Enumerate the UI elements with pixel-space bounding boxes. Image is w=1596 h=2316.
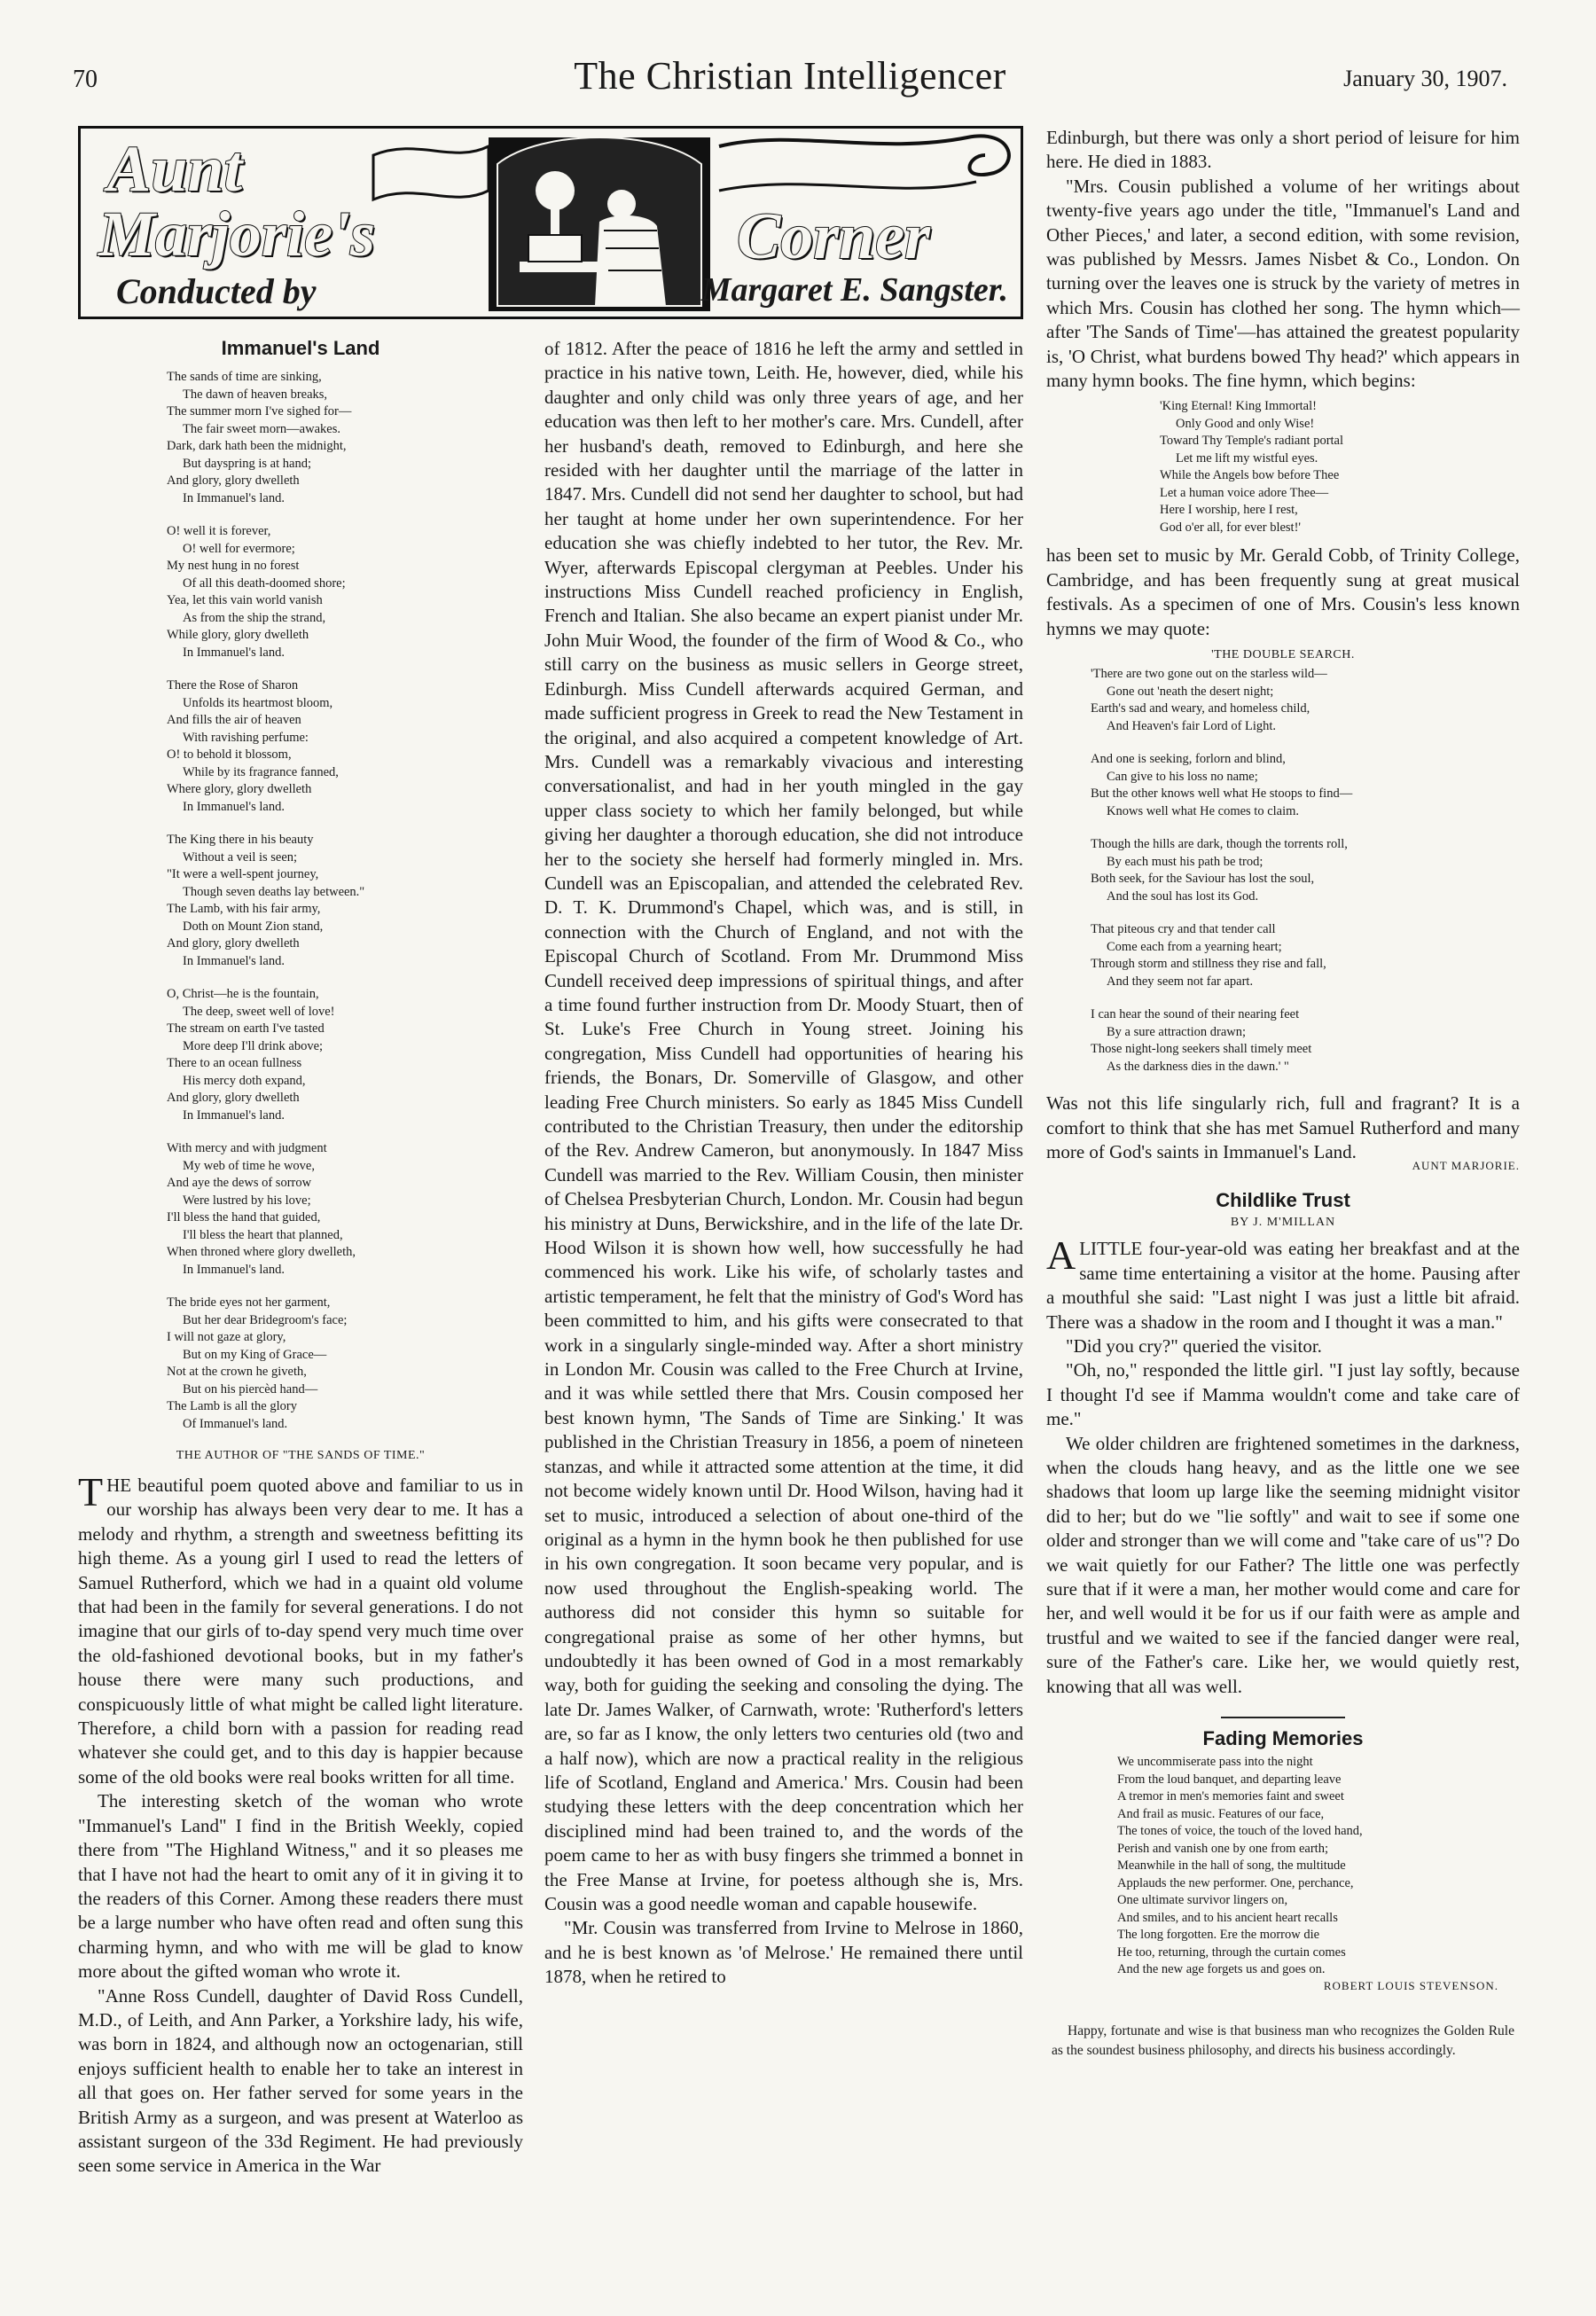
article-body-col3 [1046,126,1520,393]
hymn-line: And Heaven's fair Lord of Light. [1107,718,1277,733]
poem-line: The Lamb is all the glory [167,1399,297,1413]
page-number: 70 [73,66,98,93]
poem-line: The King there in his beauty [167,833,314,847]
hymn-line: And one is seeking, forlorn and blind, [1091,752,1286,767]
poem-line: And the new age forgets us and goes on. [1117,1962,1326,1977]
poem-line: He too, returning, through the curtain comes [1117,1944,1346,1960]
childlike-trust-body [1046,1232,1520,1699]
poem-stanza [167,369,523,507]
poem-line: O! well it is forever, [167,524,271,538]
poem-line: While glory, glory dwelleth [167,628,309,642]
column-1 [78,337,523,2179]
poem-line: And glory, glory dwelleth [167,936,300,951]
childlike-trust-byline: BY J. M'MILLAN [1230,1216,1336,1230]
poem-line: Were lustred by his love; [183,1193,311,1208]
article-paragraph: ALITTLE four-year-old was eating her breakfast and at the same time entertaining a visitor at the home. Pausing after a mouthful she said: "Last night I was just a little bit afraid. There was a shadow in the room and I thought it was a man." [1046,1232,1520,1333]
poem-line: Applauds the new performer. One, perchance, [1117,1875,1354,1890]
hymn-line: By each must his path be trod; [1107,854,1264,869]
hymn-line: By a sure attraction drawn; [1107,1024,1247,1039]
hymn-line: While the Angels bow before Thee [1160,468,1340,483]
hymn-line: Earth's sad and weary, and homeless child, [1091,701,1310,716]
poem-line: And smiles, and to his ancient heart recalls [1117,1910,1338,1925]
hymn-stanza [1091,836,1520,905]
fading-memories-title: Fading Memories [1202,1727,1364,1750]
column-3 [1046,126,1520,2061]
poem-line: Doth on Mount Zion stand, [183,919,324,934]
hymn-double-search [1046,666,1520,1076]
hymn-line: Let a human voice adore Thee— [1160,485,1329,500]
hymn-line: That piteous cry and that tender call [1091,922,1276,937]
poem-caption: THE AUTHOR OF "THE SANDS OF TIME." [176,1449,426,1462]
poem-line: His mercy doth expand, [183,1073,306,1088]
poem-line: And aye the dews of sorrow [167,1176,312,1190]
article-paragraph: "Mr. Cousin was transferred from Irvine to Melrose in 1860, and he is best known as 'of Melrose.' He remained there until 1878, when he retired to [544,1917,1023,1988]
poem-line: The Lamb, with his fair army, [167,902,321,916]
hymn-line: As the darkness dies in the dawn.' " [1107,1059,1289,1074]
poem-line: Perish and vanish one by one from earth; [1117,1841,1328,1856]
poem-line: Of all this death-doomed shore; [183,575,346,591]
hymn-line: Only Good and only Wise! [1176,416,1315,431]
hymn-line: Toward Thy Temple's radiant portal [1160,434,1344,449]
poem-line: The fair sweet morn—awakes. [183,421,340,436]
poem-line: In Immanuel's land. [183,490,285,505]
hymn-line: Knows well what He comes to claim. [1107,803,1300,818]
poem-line: The long forgotten. Ere the morrow die [1117,1928,1320,1943]
column-banner [78,126,1023,319]
article-paragraph: Was not this life singularly rich, full and fragrant? It is a comfort to think that she has met Samuel Rutherford and many more of God's saints in Immanuel's Land. [1046,1092,1520,1162]
hymn-line: God o'er all, for ever blest!' [1160,520,1302,535]
hymn-line: Come each from a yearning heart; [1107,939,1282,954]
poem-line: "It were a well-spent journey, [167,867,319,881]
poem-line: And fills the air of heaven [167,713,301,727]
article-paragraph: "Did you cry?" queried the visitor. [1066,1334,1322,1357]
hymn-line: Gone out 'neath the desert night; [1107,684,1274,699]
issue-date: January 30, 1907. [1343,66,1507,91]
article-body-col3b [1046,544,1520,641]
closing-note: Happy, fortunate and wise is that business man who recognizes the Golden Rule as the soundest business philosophy, and directs his business accordingly. [1052,2023,1514,2058]
hymn-line: But the other knows well what He stoops to find— [1091,786,1353,802]
poem-line: I will not gaze at glory, [167,1330,286,1344]
publication-title: The Christian Intelligencer [574,54,1006,98]
article-paragraph: THE beautiful poem quoted above and familiar to us in our worship has always been very dear to me. It has a melody and rhythm, a strength and sweetness befitting its high theme. As a young girl I used to read the letters of Samuel Rutherford, which we had in a quaint old volume that had been in the family for several generations. I do not imagine that our girls of to-day spend very much time over the old-fashioned devotional books, but in my father's house there were many such productions, and conspicuously little of what might be called light literature. Therefore, a child born with a passion for reading read whatever she could get, and to this day is happier because some of the old books were real books written for all time. [78,1469,523,1788]
poem-stanza [167,677,523,816]
hymn-stanza [1091,921,1520,990]
masthead [73,53,1507,106]
poem-line: The tones of voice, the touch of the loved hand, [1117,1824,1363,1839]
poem-stanza [167,986,523,1124]
poem-line: Unfolds its heartmost bloom, [183,695,333,710]
banner-word-aunt: Aunt [107,133,243,206]
poem-line: And glory, glory dwelleth [167,473,300,488]
poem-line: But dayspring is at hand; [183,456,311,471]
childlike-trust-title: Childlike Trust [1216,1189,1350,1212]
poem-line: My web of time he wove, [183,1158,315,1173]
poem-line: I'll bless the heart that planned, [183,1227,343,1242]
hymn-line: I can hear the sound of their nearing feet [1091,1007,1300,1022]
poem-line: Where glory, glory dwelleth [167,782,312,796]
poem-immanuels-land [78,369,523,1433]
article-paragraph: has been set to music by Mr. Gerald Cobb, of Trinity College, Cambridge, and has been frequently sung at great musical festivals. As a specimen of one of Mrs. Cousin's less known hymns we may quote: [1046,544,1520,639]
poem-line: And glory, glory dwelleth [167,1091,300,1105]
article-paragraph: We older children are frightened sometimes in the darkness, when the clouds hang heavy, and as the little one we see shadows that loom up large like the seeming midnight visitor did to her; but do we "lie softly" and wait to see if some one older and stronger than we will come and "take care of us"? Do we wait quietly for our Father? The little one was perfectly sure that if it were a man, her mother would come and care for her, and well would it be for us if our faith were as ample and trustful and we waited to see if the fancied danger were real, sure of the Father's care. Like her, we would quietly rest, knowing that all was well. [1046,1432,1520,1697]
poem-line: In Immanuel's land. [183,1107,285,1123]
poem-line: More deep I'll drink above; [183,1038,324,1053]
poem-line: With ravishing perfume: [183,730,309,745]
hymn-line: Let me lift my wistful eyes. [1176,450,1318,466]
hymn-line: Can give to his loss no name; [1107,769,1258,784]
poem-line: Though seven deaths lay between." [183,884,365,899]
section-divider [1221,1717,1345,1718]
poem-line: The bride eyes not her garment, [167,1295,331,1310]
banner-conducted-by: Conducted by [116,271,317,311]
article-paragraph: "Mrs. Cousin published a volume of her writings about twenty-five years ago under the title, "Immanuel's Land and Other Pieces,' and later, a second edition, with some revision, was published by Messrs. James Nisbet & Co., London. On turning over the leaves one is struck by the variety of metres in which Mrs. Cousin has clothed her song. The hymn which—after 'The Sands of Time'—has attained the greatest popularity is, 'O Christ, what burdens bowed Thy head?' which appears in many hymn books. The fine hymn, which begins: [1046,175,1520,392]
poem-line: Not at the crown he giveth, [167,1365,307,1379]
poem-stanza [167,1140,523,1279]
poem-stanza [167,832,523,970]
hymn-stanza [1091,1006,1520,1076]
poem-line: In Immanuel's land. [183,645,285,660]
poem-line: O, Christ—he is the fountain, [167,987,319,1001]
poem-line: One ultimate survivor lingers on, [1117,1893,1288,1908]
drop-cap: T [78,1469,104,1514]
poem-line: In Immanuel's land. [183,953,285,968]
poem-line: The sands of time are sinking, [167,370,322,384]
poem-stanza [167,523,523,661]
banner-editor-name: Margaret E. Sangster. [700,271,1008,309]
article-paragraph: The interesting sketch of the woman who wrote "Immanuel's Land" I find in the British Weekly, copied there from "The Highland Witness," and it so pleases me that I have not had the heart to omit any of it in giving it to the readers of this Corner. Among these readers there must be a large number who have often read and often sung this charming hymn, and who with me will be glad to know more about the gifted woman who wrote it. [78,1790,523,1983]
hymn-stanza [1091,751,1520,820]
article-paragraph: of 1812. After the peace of 1816 he left the army and settled in practice in his native town, Leith. He, however, died, while his daughter and only child was only three years of age, and her education was then left to her mother's care. Mrs. Cundell, after her husband's death, removed to Edinburgh, and here she resided with her daughter until the marriage of the latter in 1847. Mrs. Cundell did not send her daughter to school, but had her taught at home under her own superintendence. For her education she was chiefly indebted to her tutor, the Rev. Mr. Wyer, afterwards Episcopal clergyman at Peebles. Under his instructions Miss Cundell reached proficiency in English, French and Italian. She also became an expert pianist under Mr. John Muir Wood, the founder of the firm of Wood & Co., who still carry on the business as music sellers in George street, Edinburgh. Miss Cundell afterwards acquired German, and made sufficient progress in Greek to read the New Testament in the original, and also acquired a competent knowledge of Art. Mrs. Cundell was a remarkably vivacious and interesting conversationalist, and had in her youth mingled in the gay upper class society to which her family belonged, but while giving her daughter a thorough education, she did not introduce her to the society she herself had formerly mingled in. Mrs. Cundell was an Episcopalian, and attended the celebrated Rev. D. T. K. Drummond's Chapel, which was, and is still, in connection with the Church of England, and not with the Episcopal Church of Scotland. From Mr. Drummond Miss Cundell received deep impressions of spiritual things, and after a time found further instruction from Dr. Moody Stuart, then of St. Luke's Free Church in Young street. Joining his congregation, Miss Cundell had opportunities of hearing his friends, the Bonars, Dr. Somerville of Glasgow, and other leading Free Church ministers. So early as 1845 Miss Cundell contributed to the Christian Treasury, then under the editorship of the Rev. Andrew Cameron, but anonymously. In 1847 Miss Cundell was married to the Rev. William Cousin, then minister of Chelsea Presbyterian Church, London. Mr. Cousin had begun his ministry at Duns, Berwickshire, and in the life of the late Dr. Hood Wilson it is shown how well, how successfully he had commenced his work. Like his wife, of scholarly tastes and artistic temperament, he felt that the ministry of God's Word has been committed to him, and his gifts were consecrated to that work in a singularly single-minded way. After a short ministry in London Mr. Cousin was called to the Free Church at Irvine, and it was while settled there that Mrs. Cousin composed her best known hymn, 'The Sands of Time are Sinking.' It was published in the Christian Treasury in 1856, a poem of nineteen stanzas, and while it attracted some attention at the time, it did not become widely known until Dr. Hood Wilson, having had it set to music, introduced a selection of about one-third of the original as a hymn in the hymn book he then published for use in his own congregation. It soon became very popular, and is now used throughout the English-speaking world. The authoress did not consider this hymn so suitable for congregational praise as some of her other hymns, but undoubtedly it has been owned of God in a most remarkably way, both for guiding the seeking and consoling the dying. The late Dr. James Walker, of Carnwath, wrote: 'Rutherford's letters are, so far as I know, the only letters two centuries old (two and a half now), which are now a practical reality in the religious life of Scotland, England and America.' Mrs. Cousin had been studying these letters with the deep concentration which her disciplined mind had been trained to, and the words of the poem came to her as with busy fingers she trimmed a bonnet in the Free Manse at Irvine, for poetess although she is, Mrs. Cousin was a good needle woman and capable housewife. [544,338,1023,1914]
article-body-col2 [544,337,1023,1990]
poem-line: We uncommiserate pass into the night [1117,1755,1313,1770]
article-body-col3c [1046,1091,1520,1164]
poem-line: But on my King of Grace— [183,1347,327,1362]
poem-line: When throned where glory dwelleth, [167,1245,356,1259]
poem-fading-memories [1046,1754,1520,1979]
hymn-line: Though the hills are dark, though the torrents roll, [1091,837,1348,852]
article-paragraph: "Anne Ross Cundell, daughter of David Ross Cundell, M.D., of Leith, and Ann Parker, a Yorkshire lady, his wife, was born in 1824, and although now an octogenarian, still enjoys sufficient health to enable her to take an interest in all that goes on. Her father served for some years in the British Army as a surgeon, and was present at Waterloo as assistant surgeon of the 33d Regiment. He had previously seen some service in America in the War [78,1984,523,2177]
poem-line: I'll bless the hand that guided, [167,1210,321,1225]
poem-line: O! well for evermore; [183,541,295,556]
hymn-line: Those night-long seekers shall timely meet [1091,1042,1312,1057]
banner-word-marjories: Marjorie's [98,199,376,270]
article-body-col1 [78,1469,523,2179]
poem-line: Meanwhile in the hall of song, the multitude [1117,1858,1346,1874]
hymn-line: Through storm and stillness they rise and fall, [1091,957,1326,972]
hymn-king-eternal [1046,398,1520,536]
poem-title: Immanuel's Land [221,337,380,359]
poem-line: But her dear Bridegroom's face; [183,1312,348,1327]
hymn-line: Both seek, for the Saviour has lost the soul, [1091,872,1315,887]
poem-line: From the loud banquet, and departing leave [1117,1772,1342,1787]
poem-stanza [167,1295,523,1433]
poem-line: A tremor in men's memories faint and sweet [1117,1789,1344,1804]
banner-word-corner: Corner [737,200,930,273]
hymn-line: And they seem not far apart. [1107,974,1254,989]
poem-line: My nest hung in no forest [167,559,300,573]
column-2 [544,337,1023,1990]
signature-stevenson: ROBERT LOUIS STEVENSON. [1323,1978,1498,1992]
poem-line: The deep, sweet well of love! [183,1004,335,1019]
poem-line: In Immanuel's land. [183,1262,285,1277]
article-paragraph: Edinburgh, but there was only a short period of leisure for him here. He died in 1883. [1046,127,1520,173]
poem-line: As from the ship the strand, [183,610,326,625]
hymn-line: And the soul has lost its God. [1107,888,1259,904]
poem-line: Yea, let this vain world vanish [167,593,323,607]
poem-line: Without a veil is seen; [183,849,298,865]
poem-line: And frail as music. Features of our face, [1117,1806,1325,1821]
poem-line: O! to behold it blossom, [167,747,292,762]
poem-line: But on his piercèd hand— [183,1381,318,1397]
poem-line: With mercy and with judgment [167,1141,327,1155]
poem-line: Dark, dark hath been the midnight, [167,439,347,453]
poem-line: There to an ocean fullness [167,1056,302,1070]
article-paragraph: "Oh, no," responded the little girl. "I just lay softly, because I thought I'd see if Mamma wouldn't come and take care of me." [1046,1359,1520,1430]
poem-line: The summer morn I've sighed for— [167,404,352,419]
poem-line: The dawn of heaven breaks, [183,387,328,402]
hymn-stanza [1091,666,1520,735]
hymn-line: 'There are two gone out on the starless wild— [1091,667,1327,682]
poem-line: The stream on earth I've tasted [167,1021,325,1036]
poem-line: While by its fragrance fanned, [183,764,339,779]
hymn-line: Here I worship, here I rest, [1160,503,1298,518]
poem-line: Of Immanuel's land. [183,1416,288,1431]
hymn-double-search-title: 'THE DOUBLE SEARCH. [1211,648,1355,662]
hymn-line: 'King Eternal! King Immortal! [1160,399,1317,414]
signature-aunt-marjorie: AUNT MARJORIE. [1412,1159,1520,1173]
poem-line: In Immanuel's land. [183,799,285,814]
drop-cap: A [1046,1232,1076,1279]
poem-line: There the Rose of Sharon [167,678,299,692]
